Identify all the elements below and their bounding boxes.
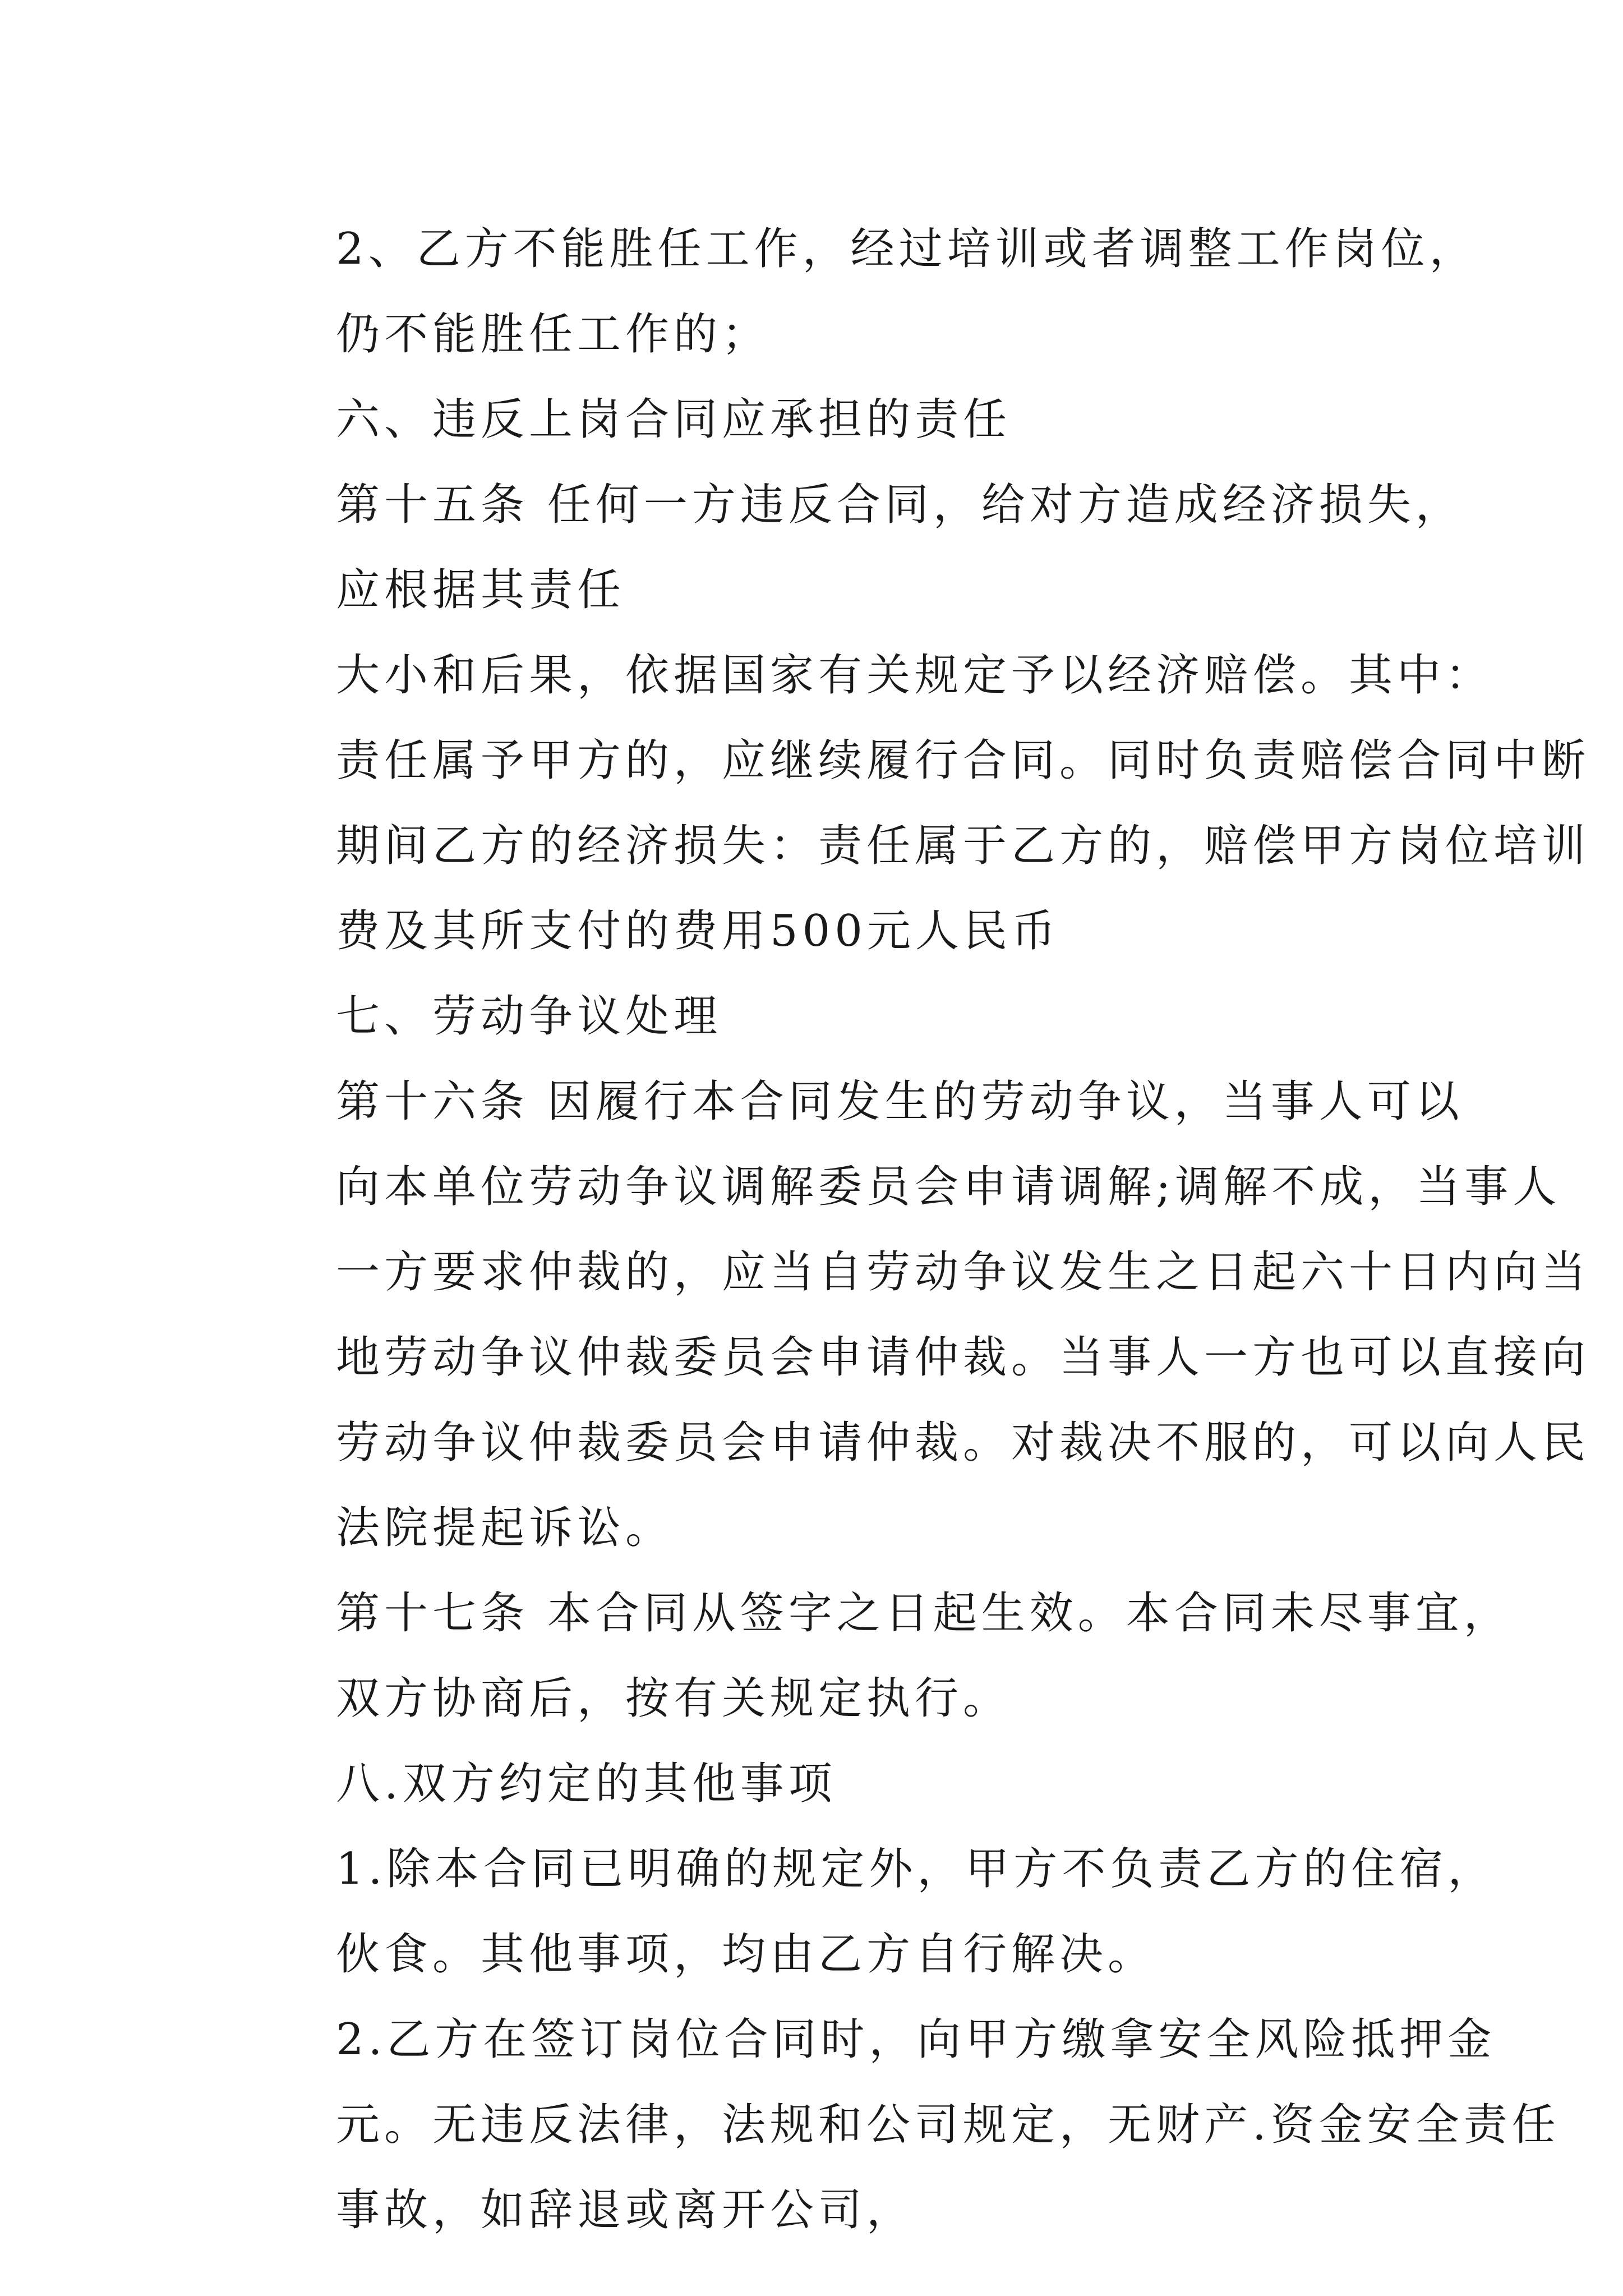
text-line: 1.除本合同已明确的规定外，甲方不负责乙方的住宿， bbox=[336, 1844, 1496, 1894]
text-line: 2.乙方在签订岗位合同时，向甲方缴拿安全风险抵押金 bbox=[336, 2014, 1496, 2065]
text-line: 仍不能胜任工作的； bbox=[336, 309, 771, 360]
text-line: 事故，如辞退或离开公司， bbox=[336, 2185, 915, 2235]
text-line: 2、乙方不能胜任工作，经过培训或者调整工作岗位， bbox=[336, 224, 1478, 274]
paragraph-item-2 bbox=[248, 1997, 1560, 2253]
text-line: 劳动争议仲裁委员会申请仲裁。对裁决不服的，可以向人民 bbox=[336, 1418, 1590, 1468]
paragraph-article-17 bbox=[248, 1571, 1512, 1741]
section-heading-6 bbox=[248, 377, 1381, 462]
text-line: 双方协商后，按有关规定执行。 bbox=[336, 1673, 1012, 1724]
text-line: 地劳动争议仲裁委员会申请仲裁。当事人一方也可以直接向 bbox=[336, 1332, 1590, 1383]
section-heading-7 bbox=[248, 974, 1381, 1059]
text-line: 费及其所支付的费用500元人民币 bbox=[336, 906, 1060, 956]
paragraph-article-15 bbox=[248, 462, 1464, 633]
text-line: 第十六条 因履行本合同发生的劳动争议，当事人可以 bbox=[336, 1076, 1464, 1127]
text-line: 第十七条 本合同从签字之日起生效。本合同未尽事宜， bbox=[336, 1588, 1512, 1639]
section-heading-8 bbox=[248, 1741, 1381, 1826]
text-line: 期间乙方的经济损失：责任属于乙方的，赔偿甲方岗位培训 bbox=[336, 821, 1590, 871]
paragraph-article-16 bbox=[248, 1059, 1590, 1571]
text-line: 六、违反上岗合同应承担的责任 bbox=[336, 394, 1012, 445]
paragraph-clause-2 bbox=[248, 206, 1478, 377]
text-line: 大小和后果，依据国家有关规定予以经济赔偿。其中： bbox=[336, 650, 1494, 701]
text-line: 元。无违反法律，法规和公司规定，无财产.资金安全责任 bbox=[336, 2100, 1560, 2150]
text-line: 伙食。其他事项，均由乙方自行解决。 bbox=[336, 1929, 1156, 1980]
text-line: 第十五条 任何一方违反合同，给对方造成经济损失， bbox=[336, 480, 1464, 530]
text-line: 向本单位劳动争议调解委员会申请调解;调解不成，当事人 bbox=[336, 1162, 1561, 1212]
document-body bbox=[248, 206, 1590, 2253]
text-line: 法院提起诉讼。 bbox=[336, 1503, 674, 1553]
text-line: 七、劳动争议处理 bbox=[336, 991, 722, 1042]
paragraph-item-1 bbox=[248, 1826, 1496, 1997]
text-line: 责任属予甲方的，应继续履行合同。同时负责赔偿合同中断 bbox=[336, 735, 1590, 786]
paragraph-compensation bbox=[248, 633, 1590, 974]
text-line: 应根据其责任 bbox=[336, 565, 626, 615]
text-line: 一方要求仲裁的，应当自劳动争议发生之日起六十日内向当 bbox=[336, 1247, 1590, 1297]
text-line: 八.双方约定的其他事项 bbox=[336, 1759, 837, 1809]
